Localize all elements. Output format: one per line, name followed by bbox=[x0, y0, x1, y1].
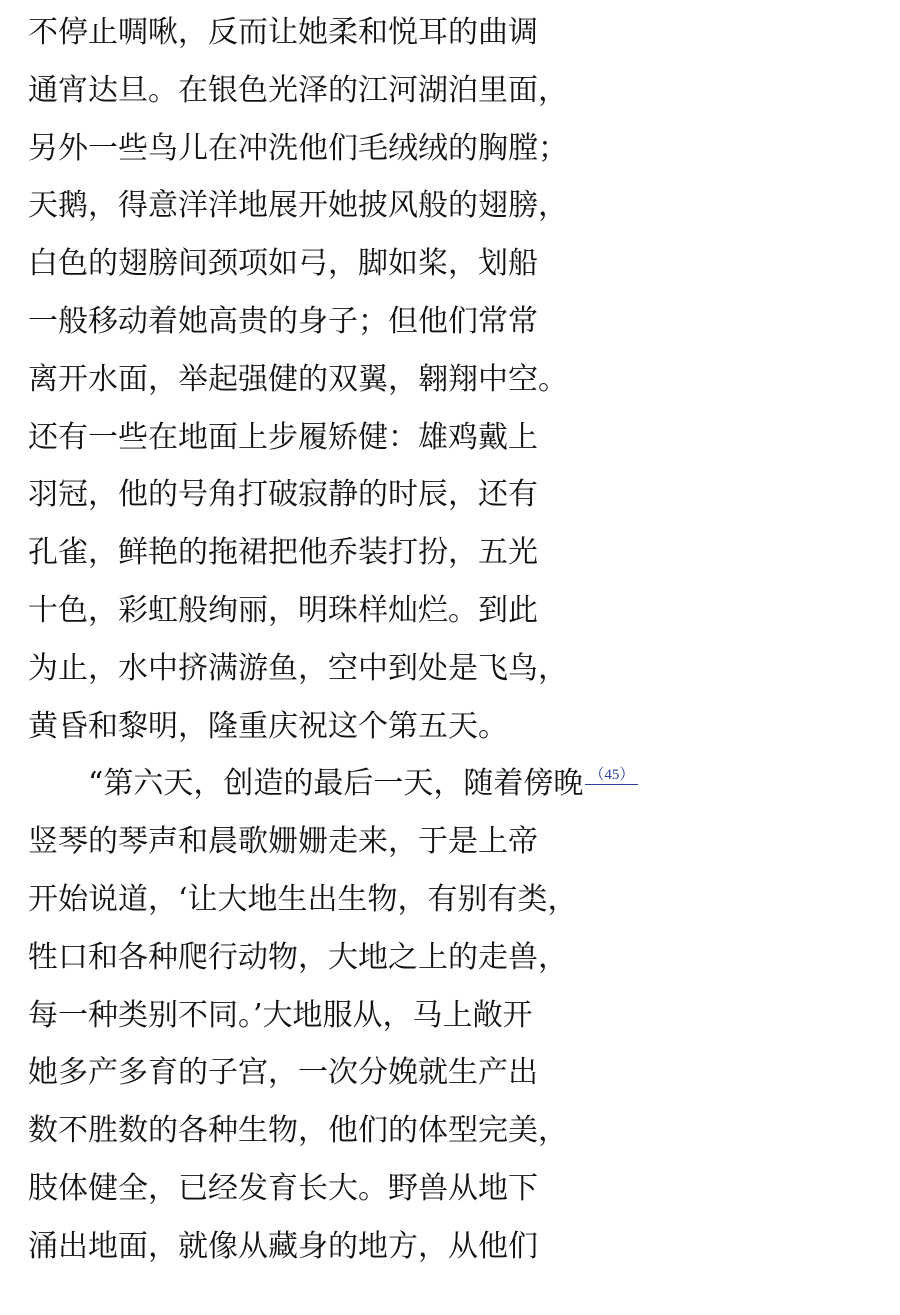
text-line: 肢体健全，已经发育长大。野兽从地下 bbox=[28, 1170, 538, 1206]
text-line: 通宵达旦。在银色光泽的江河湖泊里面， bbox=[28, 72, 568, 108]
text-line: 白色的翅膀间颈项如弓，脚如桨，划船 bbox=[28, 246, 538, 282]
text-line: 不停止啁啾，反而让她柔和悦耳的曲调 bbox=[28, 15, 538, 50]
text-line-content: “第六天，创造的最后一天，随着傍晚 bbox=[88, 766, 584, 802]
text-line: 一般移动着她高贵的身子；但他们常常 bbox=[28, 303, 538, 339]
text-line: 十色，彩虹般绚丽，明珠样灿烂。到此 bbox=[28, 592, 538, 628]
text-line: 离开水面，举起强健的双翼，翱翔中空。 bbox=[28, 361, 568, 397]
text-line: 天鹅，得意洋洋地展开她披风般的翅膀， bbox=[28, 188, 568, 224]
text-line: 还有一些在地面上步履矫健：雄鸡戴上 bbox=[28, 419, 538, 455]
text-line: 另外一些鸟儿在冲洗他们毛绒绒的胸膛； bbox=[28, 130, 568, 166]
text-line: 开始说道，‘让大地生出生物，有别有类， bbox=[28, 881, 578, 917]
text-line: 牲口和各种爬行动物，大地之上的走兽， bbox=[28, 939, 568, 975]
text-line: 涌出地面，就像从藏身的地方，从他们 bbox=[28, 1228, 538, 1264]
footnote-link[interactable]: （45） bbox=[585, 768, 638, 785]
text-line: 黄昏和黎明，隆重庆祝这个第五天。 bbox=[28, 708, 508, 744]
text-line: 竖琴的琴声和晨歌姗姗走来，于是上帝 bbox=[28, 824, 538, 860]
text-line: 羽冠，他的号角打破寂静的时辰，还有 bbox=[28, 477, 538, 513]
text-line: 数不胜数的各种生物，他们的体型完美， bbox=[28, 1113, 568, 1149]
text-line: 每一种类别不同。’大地服从，马上敞开 bbox=[28, 997, 533, 1033]
text-line: 孔雀，鲜艳的拖裙把他乔装打扮，五光 bbox=[28, 535, 538, 571]
paragraph-start-line bbox=[28, 755, 828, 813]
text-line: 为止，水中挤满游鱼，空中到处是飞鸟， bbox=[28, 650, 568, 686]
body-text bbox=[28, 4, 828, 1276]
text-line: 她多产多育的子宫，一次分娩就生产出 bbox=[28, 1055, 538, 1091]
